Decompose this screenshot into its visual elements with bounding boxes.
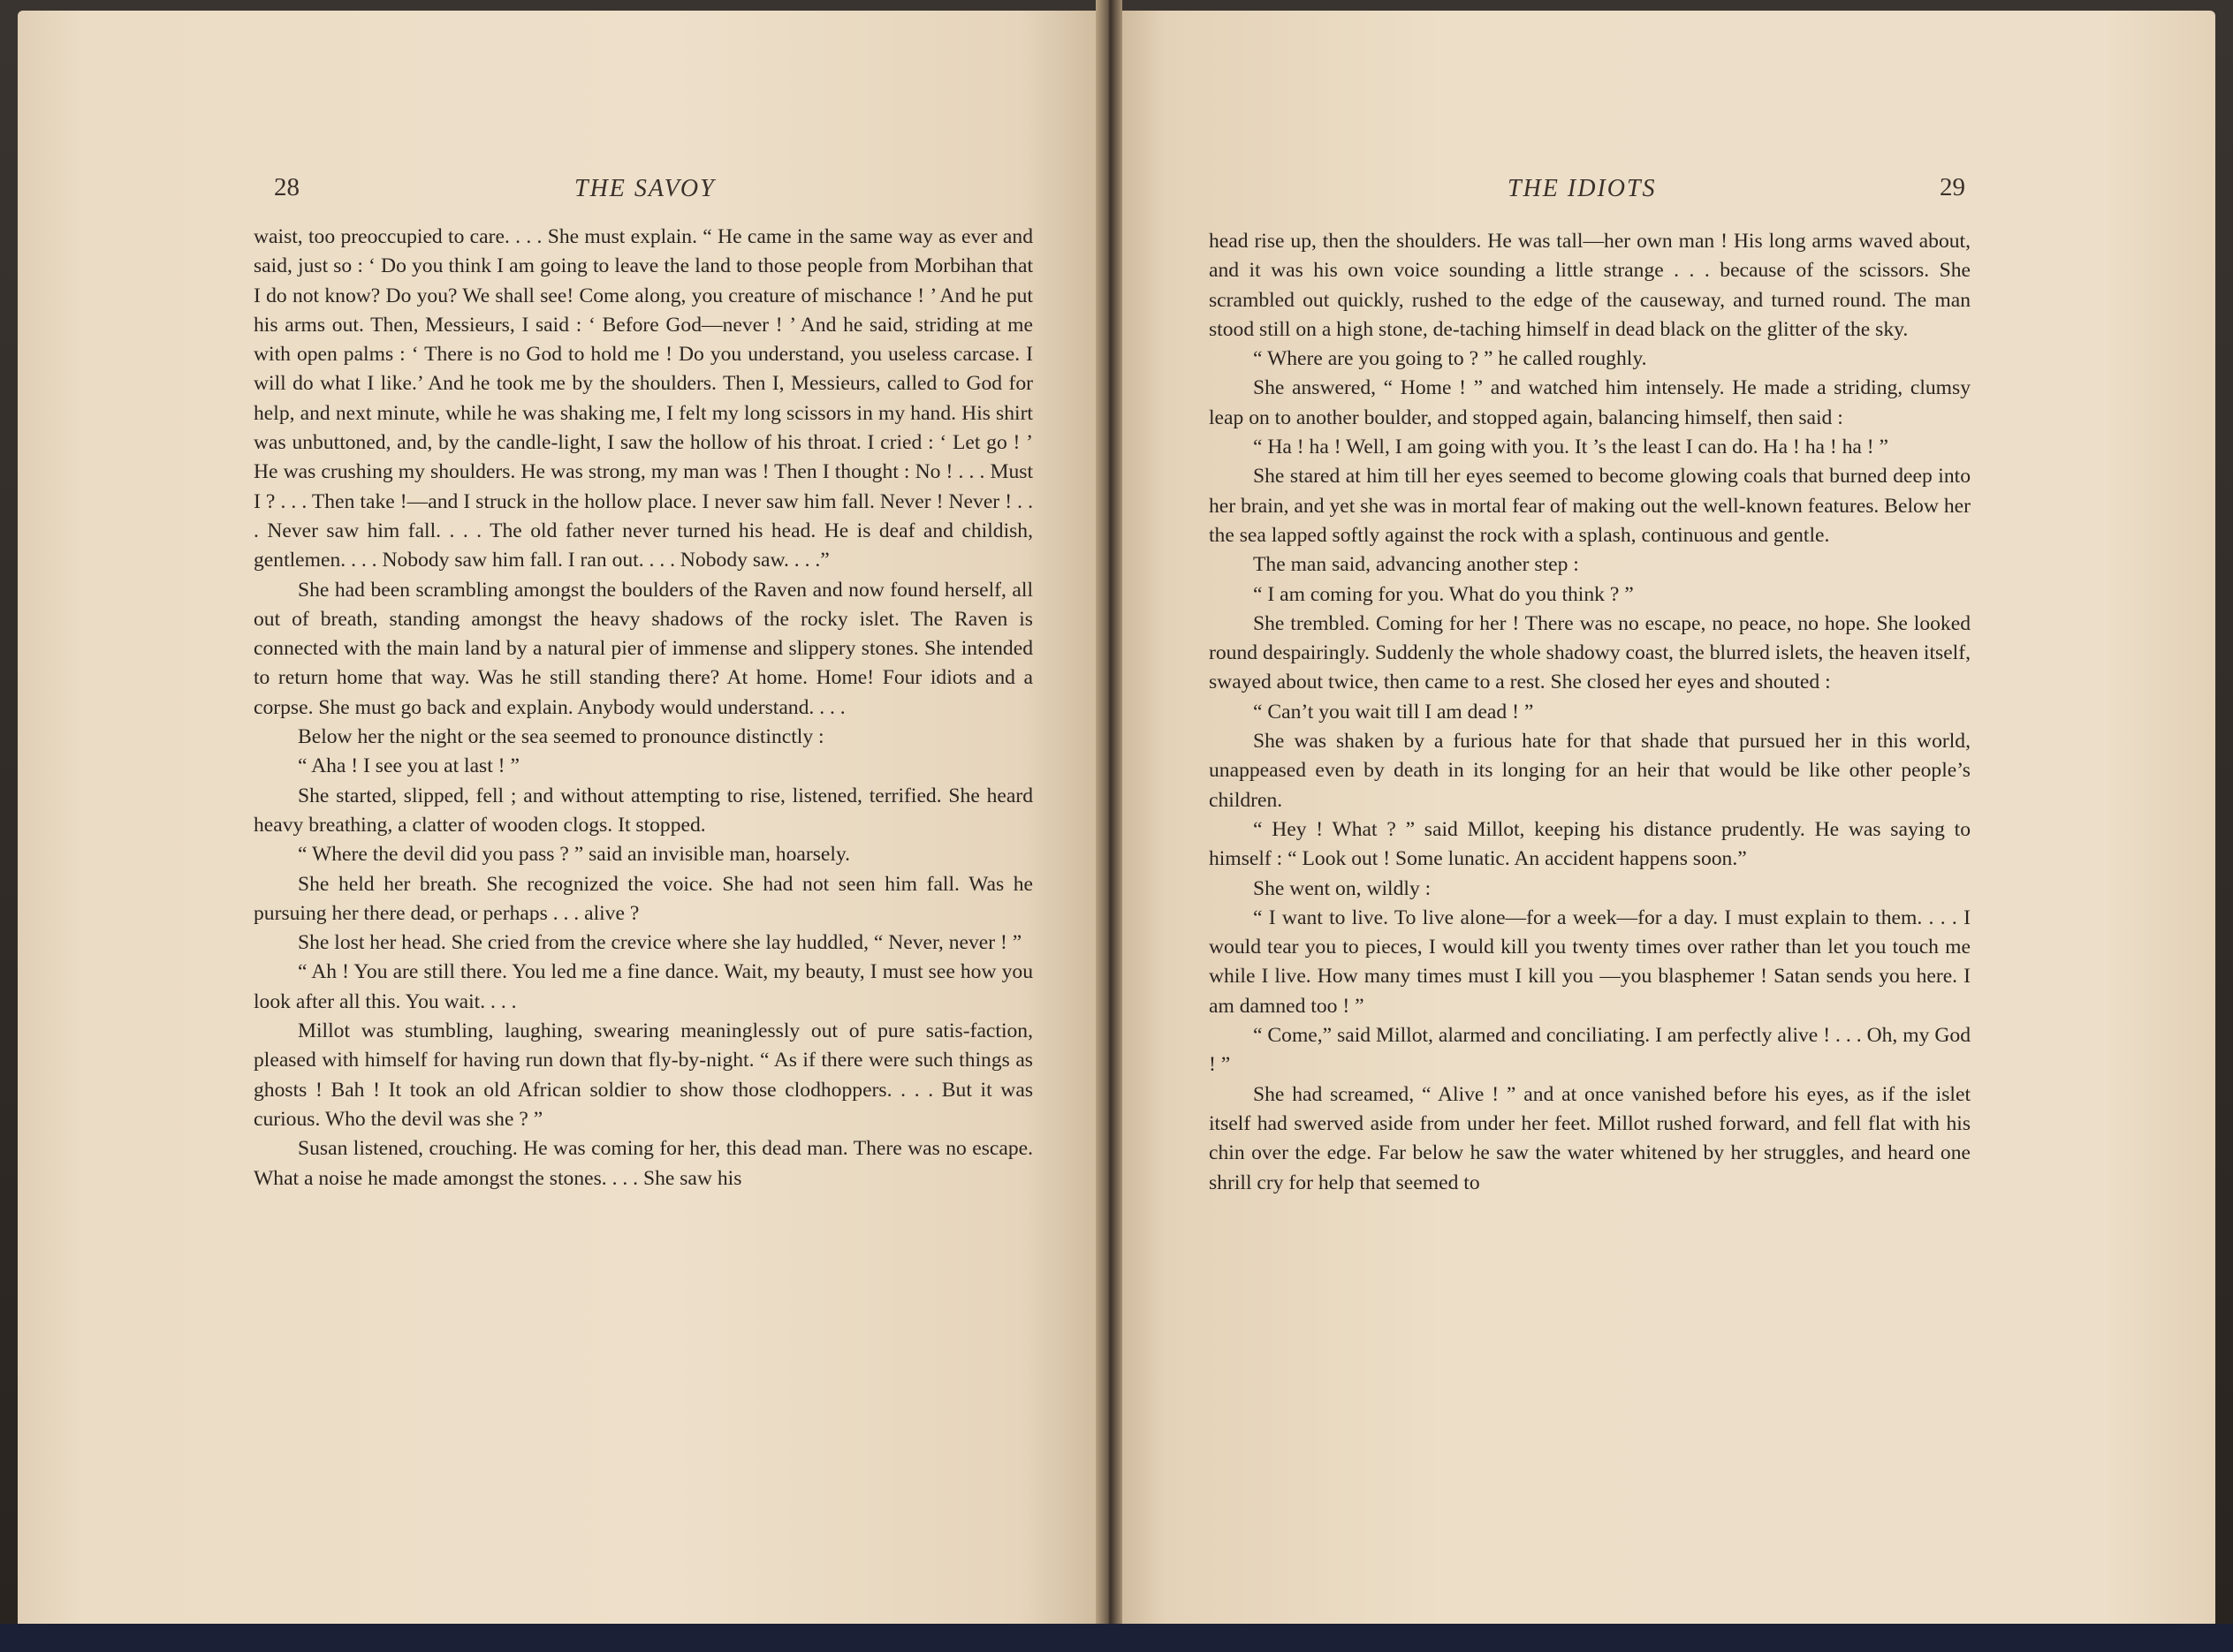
paragraph: She stared at him till her eyes seemed to become glowing coals that burned deep into her brain, and yet she was in mortal fear of making out the well-known features. Below her the sea lapped softly against the rock with a splash, continuous and gentle. [1209,465,1971,547]
paragraph: “ Hey ! What ? ” said Millot, keeping his distance prudently. He was saying to himself : “ Look out ! Some lunatic. An accident happens soon.” [1209,817,1971,871]
book-gutter [1096,0,1122,1652]
paragraph: She lost her head. She cried from the crevice where she lay huddled, “ Never, never ! ” [298,931,1022,955]
paragraph: Below her the night or the sea seemed to pronounce distinctly : [298,725,824,749]
paragraph: She held her breath. She recognized the voice. She had not seen him fall. Was he pursuing her there dead, or perhaps . . . alive ? [254,872,1033,925]
paragraph: She was shaken by a furious hate for that shade that pursued her in this world, unappeased even by death in its longing for an heir that would be like other people’s children. [1209,730,1971,812]
paragraph: Susan listened, crouching. He was coming for her, this dead man. There was no escape. What a noise he made amongst the stones. . . . She saw his [254,1137,1033,1190]
paragraph: “ Where are you going to ? ” he called roughly. [1253,347,1647,371]
paragraph: Millot was stumbling, laughing, swearing meaninglessly out of pure satis-faction, pleased with himself for having run down that fly-by-night. “ As if there were such things as ghosts ! Bah ! It took an old African soldier to show those clodhoppers. . . . But it was curious. Who the devil was she ? ” [254,1019,1033,1131]
right-page-text [1209,227,1971,1198]
left-running-head: THE SAVOY [574,175,716,202]
paragraph: waist, too preoccupied to care. . . . She must explain. “ He came in the same way as ever and said, just so : ‘ Do you think I am going to leave the land to those people from Morbihan that I do not know? Do you? We shall see! Come along, you creature of mischance ! ’ And he put his arms out. Then, Messieurs, I said : ‘ Before God—never ! ’ And he said, striding at me with open palms : ‘ There is no God to hold me ! Do you understand, you useless carcase. I will do what I like.’ And he took me by the shoulders. Then I, Messieurs, called to God for help, and next minute, while he was shaking me, I felt my long scissors in my hand. His shirt was unbuttoned, and, by the candle-light, I saw the hollow of his throat. I cried : ‘ Let go ! ’ He was crushing my shoulders. He was strong, my man was ! Then I thought : No ! . . . Must I ? . . . Then take !—and I struck in the hollow place. I never saw him fall. Never ! Never ! . . . Never saw him fall. . . . The old father never turned his head. He is deaf and childish, gentlemen. . . . Nobody saw him fall. I ran out. . . . Nobody saw. . . .” [254,225,1033,572]
paragraph: “ I am coming for you. What do you think ? ” [1253,582,1634,606]
paragraph: “ Ah ! You are still there. You led me a fine dance. Wait, my beauty, I must see how you look after all this. You wait. . . . [254,960,1033,1013]
right-running-head: THE IDIOTS [1508,175,1657,202]
paragraph: She trembled. Coming for her ! There was no escape, no peace, no hope. She looked round despairingly. Suddenly the whole shadowy coast, the blurred islets, the heaven itself, swayed about twice, then came to a rest. She closed her eyes and shouted : [1209,611,1971,694]
paragraph: She had been scrambling amongst the boulders of the Raven and now found herself, all out of breath, standing amongst the heavy shadows of the rocky islet. The Raven is connected with the main land by a natural pier of immense and slippery stones. She intended to return home that way. Was he still standing there? At home. Home! Four idiots and a corpse. She must go back and explain. Anybody would understand. . . . [254,578,1033,719]
paragraph: She started, slipped, fell ; and without attempting to rise, listened, terrified. She heard heavy breathing, a clatter of wooden clogs. It stopped. [254,784,1033,837]
paragraph: She had screamed, “ Alive ! ” and at once vanished before his eyes, as if the islet itself had swerved aside from under her feet. Millot rushed forward, and fell flat with his chin over the edge. Far below he saw the water whitened by her struggles, and heard one shrill cry for help that seemed to [1209,1082,1971,1194]
paragraph: The man said, advancing another step : [1253,553,1579,577]
paragraph: “ Aha ! I see you at last ! ” [298,754,520,778]
paragraph: “ Where the devil did you pass ? ” said an invisible man, hoarsely. [298,843,851,867]
left-page-text [254,223,1033,1194]
paragraph: She went on, wildly : [1253,876,1432,900]
left-page-number: 28 [274,173,300,201]
paragraph: She answered, “ Home ! ” and watched him intensely. He made a striding, clumsy leap on to another boulder, and stopped again, balancing himself, then said : [1209,376,1971,429]
table-surface [0,1624,2233,1652]
paragraph: “ Come,” said Millot, alarmed and conciliating. I am perfectly alive ! . . . Oh, my God ! ” [1209,1024,1971,1077]
paragraph: head rise up, then the shoulders. He was tall—her own man ! His long arms waved about, and it was his own voice sounding a little strange . . . because of the scissors. She scrambled out quickly, rushed to the edge of the causeway, and turned round. The man stood still on a high stone, de-taching himself in dead black on the glitter of the sky. [1209,230,1971,341]
paragraph: “ Can’t you wait till I am dead ! ” [1253,700,1534,724]
paragraph: “ Ha ! ha ! Well, I am going with you. It ’s the least I can do. Ha ! ha ! ha ! ” [1253,436,1889,459]
paragraph: “ I want to live. To live alone—for a week—for a day. I must explain to them. . . . I would tear you to pieces, I would kill you twenty times over rather than let you touch me while I live. How many times must I kill you —you blasphemer ! Satan sends you here. I am damned too ! ” [1209,906,1971,1018]
right-page-number: 29 [1940,173,1965,201]
